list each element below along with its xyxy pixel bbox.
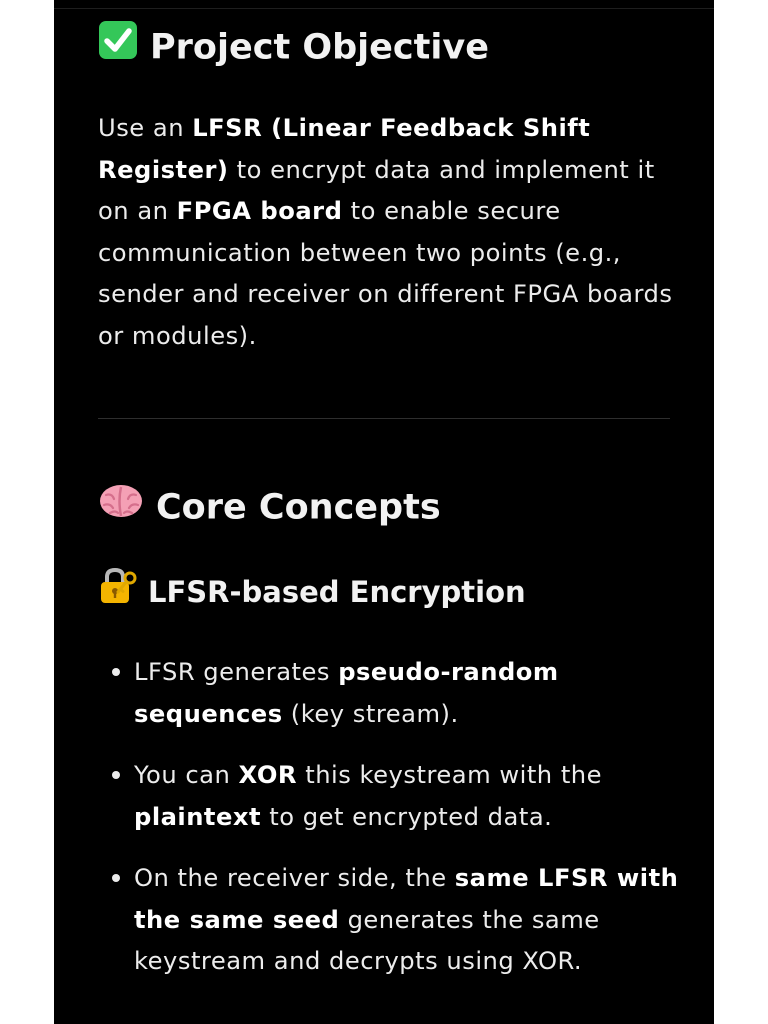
- text: to enable secure communication between two points (e.g., sender and receiver on different FPGA boards or modules).: [98, 197, 673, 350]
- heading-text: Project Objective: [150, 27, 489, 68]
- text: to get encrypted data.: [261, 802, 553, 831]
- check-mark-button-icon: [98, 20, 138, 71]
- message-panel: [54, 0, 714, 1024]
- section-divider: [98, 418, 670, 419]
- bullet-dot: [112, 874, 120, 882]
- bold-text: pseudo-random sequences: [134, 658, 559, 728]
- bold-text: plaintext: [134, 802, 262, 831]
- text: Use an: [98, 114, 193, 142]
- bold-text: XOR: [238, 761, 298, 789]
- text: this keystream with the: [297, 761, 603, 789]
- list-item: [98, 652, 688, 735]
- locked-with-key-icon: [98, 567, 138, 615]
- text: generates the same keystream and decrypts using XOR.: [134, 905, 600, 975]
- list-item: [98, 755, 688, 838]
- list-item: [98, 858, 688, 983]
- bold-text: same LFSR with the same seed: [134, 864, 679, 934]
- bold-text: LFSR (Linear Feedback Shift Register): [98, 114, 591, 184]
- heading-core-concepts: [98, 483, 441, 534]
- text: (key stream).: [282, 699, 459, 728]
- heading-text: Core Concepts: [156, 487, 441, 528]
- heading-project-objective: [98, 23, 489, 74]
- text: On the receiver side, the: [134, 864, 455, 892]
- text: LFSR generates: [134, 658, 339, 686]
- subheading-text: LFSR-based Encryption: [148, 575, 526, 609]
- heading-lfsr-encryption: [98, 570, 526, 618]
- text: to encrypt data and implement it on an: [98, 155, 655, 225]
- text: You can: [134, 761, 239, 789]
- concepts-list: [98, 652, 688, 1003]
- bullet-dot: [112, 668, 120, 676]
- objective-paragraph: [98, 108, 688, 357]
- top-border: [54, 8, 714, 9]
- brain-icon: [98, 480, 144, 531]
- bullet-dot: [112, 771, 120, 779]
- bold-text: FPGA board: [176, 197, 343, 225]
